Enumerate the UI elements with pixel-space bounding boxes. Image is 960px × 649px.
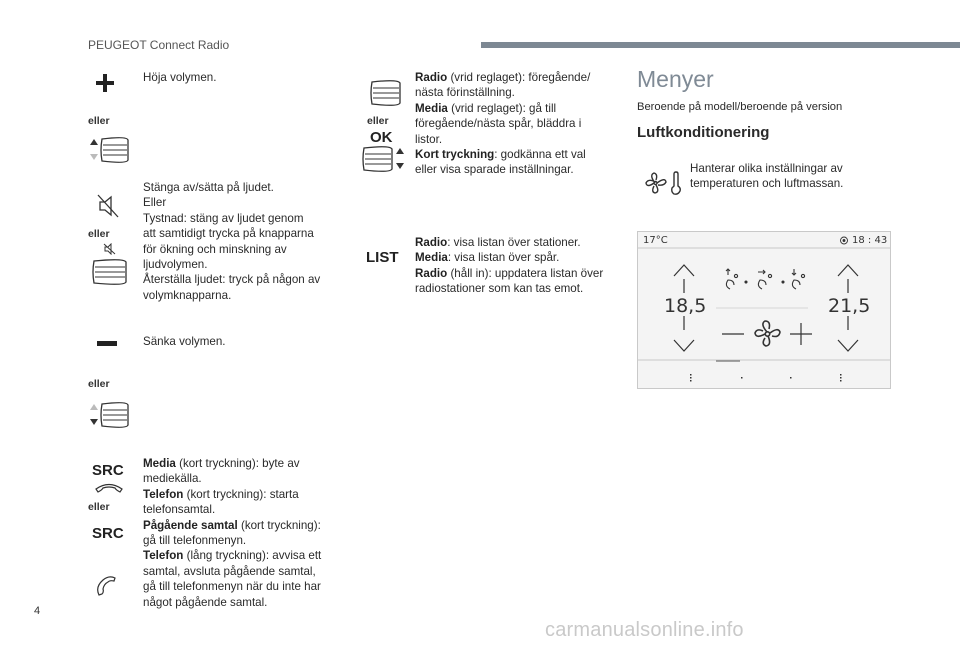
- volume-down-text: Sänka volymen.: [143, 335, 226, 348]
- phone-icon: [94, 482, 124, 494]
- right-temperature: 21,5: [828, 295, 871, 317]
- header-title: PEUGEOT Connect Radio: [88, 38, 230, 52]
- clock-time: 18 : 43: [852, 235, 888, 246]
- src-label: SRC: [92, 462, 124, 479]
- or-label: eller: [88, 228, 110, 240]
- mute-icon: [96, 193, 120, 219]
- ac-description: Hanterar olika inställningar av temperaturen och luftmassan.: [690, 162, 844, 191]
- radio-wheel-description: Radio (vrid reglaget): föregående/ nästa förinställning. Media (vrid reglaget): gå till föregående/nästa spår, bläddra i listor. Kort tryckning: godkänna ett val eller visa sparade inställningar.: [415, 71, 591, 177]
- fan-icon: [755, 321, 780, 346]
- climate-icon: [645, 171, 683, 195]
- airflow-mode-icons[interactable]: [726, 269, 805, 289]
- watermark: carmanualsonline.info: [545, 619, 744, 641]
- climate-panel: [637, 231, 891, 389]
- volume-up-text: Höja volymen.: [143, 71, 217, 84]
- or-label: eller: [88, 115, 110, 127]
- phone-tilted-icon: [95, 575, 117, 597]
- right-temp-up-arrow[interactable]: [838, 265, 858, 276]
- menu-subtitle: Beroende på modell/beroende på version: [637, 101, 843, 113]
- right-temp-down-arrow[interactable]: [838, 340, 858, 351]
- ok-wheel-icon: [362, 146, 408, 172]
- page-number: 4: [34, 605, 41, 617]
- or-label: eller: [367, 115, 389, 127]
- bottom-menu-dots[interactable]: [690, 374, 842, 382]
- left-temp-down-arrow[interactable]: [674, 340, 694, 351]
- list-description: Radio: visa listan över stationer. Media: visa listan över spår. Radio (håll in): uppdatera listan över radiostationer som kan tas emot.: [415, 236, 604, 296]
- list-label: LIST: [366, 249, 399, 266]
- ac-heading: Luftkonditionering: [637, 124, 770, 141]
- scroll-wheel-icon: [370, 80, 402, 106]
- outside-temperature: 17°C: [643, 235, 668, 246]
- src-description: Media (kort tryckning): byte av mediekälla. Telefon (kort tryckning): starta telefonsamtal. Pågående samtal (kort tryckning): gå till telefonmenyn. Telefon (lång tryckning): avvisa ett samtal, avsluta pågående samtal, gå till telefonmenyn när du inte har något pågående samtal.: [143, 457, 322, 609]
- clock-icon: [841, 237, 848, 244]
- header-bar: [481, 42, 960, 48]
- small-mute-icon: [103, 243, 117, 255]
- ok-label: OK: [370, 129, 393, 146]
- or-label: eller: [88, 378, 110, 390]
- or-label: eller: [88, 501, 110, 513]
- menu-title: Menyer: [637, 66, 714, 92]
- fan-increase-button[interactable]: [790, 323, 812, 345]
- left-temperature: 18,5: [664, 295, 707, 317]
- left-temp-up-arrow[interactable]: [674, 265, 694, 276]
- volume-wheel-up-icon: [88, 137, 132, 163]
- mute-description: Stänga av/sätta på ljudet. Eller Tystnad: stäng av ljudet genom att samtidigt trycka på knapparna för ökning och minskning av ljudvolymen. Återställa ljudet: tryck på någon av volymknapparna.: [143, 181, 321, 302]
- plus-icon: [96, 74, 114, 92]
- minus-icon: [97, 341, 117, 347]
- src-label-2: SRC: [92, 525, 124, 542]
- volume-wheel-icon: [88, 259, 132, 285]
- volume-wheel-down-icon: [88, 402, 132, 428]
